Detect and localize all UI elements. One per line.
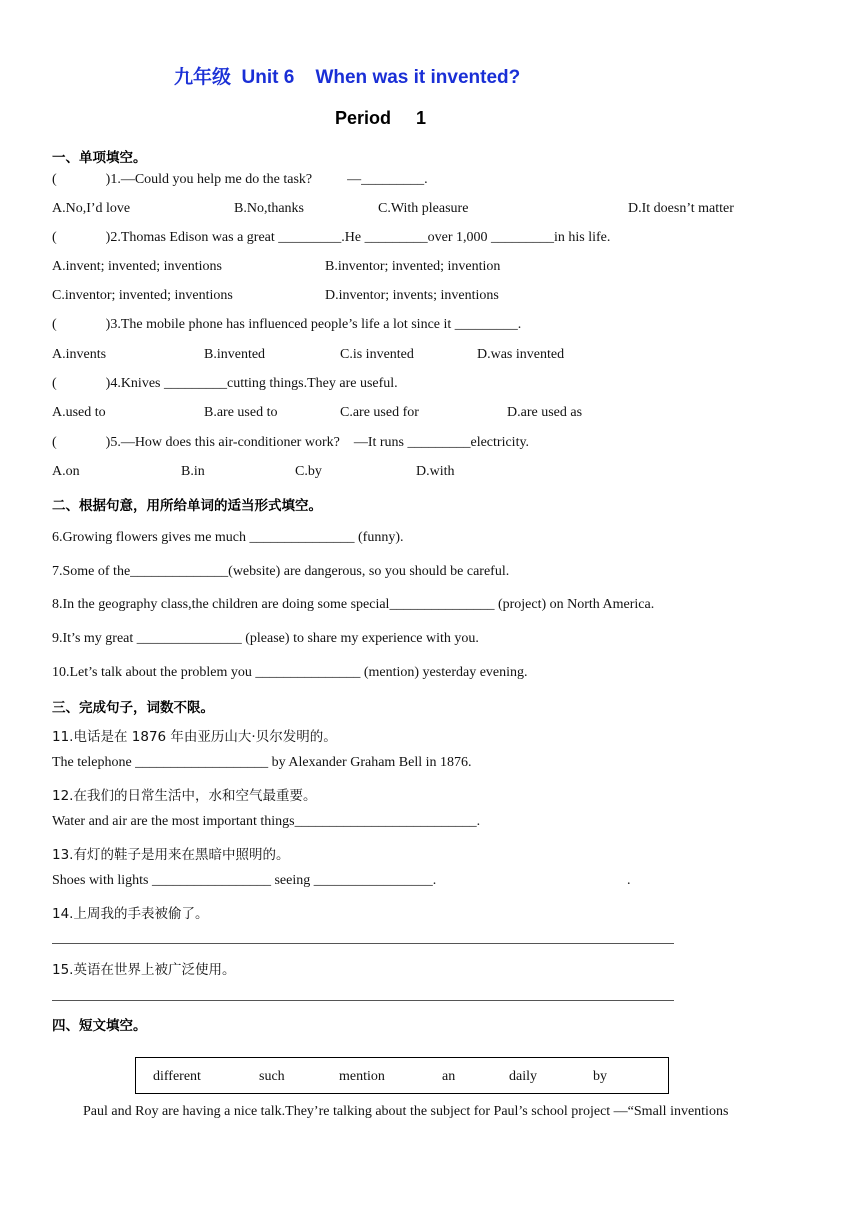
word-bank-item: such [259, 1069, 285, 1084]
q5-option-c: C.by [295, 464, 322, 479]
period-label: Period 1 [335, 108, 427, 128]
q12-english: Water and air are the most important things__________________________. [52, 814, 481, 829]
q4-option-c: C.are used for [340, 405, 419, 420]
worksheet-title: 九年级 Unit 6 When was it invented? [174, 67, 521, 88]
q5-stem: ( )5.—How does this air-conditioner work? —It runs _________electricity. [52, 435, 530, 450]
q3-option-b: B.invented [204, 347, 266, 362]
word-bank-item: an [442, 1069, 456, 1084]
q4-option-b: B.are used to [204, 405, 278, 420]
q14-chinese: 14.上周我的手表被偷了。 [52, 906, 209, 922]
q10-item: 10.Let’s talk about the problem you _______________ (mention) yesterday evening. [52, 665, 528, 680]
section1-heading: 一、单项填空。 [52, 150, 147, 166]
q4-option-d: D.are used as [507, 405, 583, 420]
word-bank-item: mention [339, 1069, 385, 1084]
q11-chinese: 11.电话是在 1876 年由亚历山大·贝尔发明的。 [52, 729, 337, 745]
q13-chinese: 13.有灯的鞋子是用来在黑暗中照明的。 [52, 847, 290, 863]
q9-item: 9.It’s my great _______________ (please) to share my experience with you. [52, 631, 479, 646]
word-bank-box [135, 1057, 669, 1094]
section4-heading: 四、短文填空。 [52, 1018, 147, 1034]
word-bank-item: by [593, 1069, 607, 1084]
section3-heading: 三、完成句子，词数不限。 [52, 700, 214, 716]
q4-option-a: A.used to [52, 405, 106, 420]
q2-option-b: B.inventor; invented; invention [325, 259, 501, 274]
q4-stem: ( )4.Knives _________cutting things.They are useful. [52, 376, 398, 391]
q2-option-a: A.invent; invented; inventions [52, 259, 222, 274]
passage-first-line: Paul and Roy are having a nice talk.They’re talking about the subject for Paul’s school project —“Small inventions [83, 1104, 729, 1119]
q15-answer-line [52, 1000, 674, 1001]
q3-option-c: C.is invented [340, 347, 414, 362]
q1-option-c: C.With pleasure [378, 201, 469, 216]
q7-item: 7.Some of the______________(website) are dangerous, so you should be careful. [52, 564, 510, 579]
q12-chinese: 12.在我们的日常生活中，水和空气最重要。 [52, 788, 317, 804]
q3-option-a: A.invents [52, 347, 107, 362]
q5-option-b: B.in [181, 464, 205, 479]
q13-trailing-dot: . [627, 873, 631, 888]
q1-option-b: B.No,thanks [234, 201, 304, 216]
q3-stem: ( )3.The mobile phone has influenced people’s life a lot since it _________. [52, 317, 522, 332]
q15-chinese: 15.英语在世界上被广泛使用。 [52, 962, 236, 978]
q1-option-a: A.No,I’d love [52, 201, 131, 216]
section2-heading: 二、根据句意，用所给单词的适当形式填空。 [52, 498, 322, 514]
q5-option-a: A.on [52, 464, 80, 479]
q6-item: 6.Growing flowers gives me much _______________ (funny). [52, 530, 404, 545]
q2-option-d: D.inventor; invents; inventions [325, 288, 499, 303]
q13-english: Shoes with lights _________________ seeing _________________. [52, 873, 437, 888]
q1-stem: ( )1.—Could you help me do the task? —_________. [52, 172, 428, 187]
q2-stem: ( )2.Thomas Edison was a great _________.He _________over 1,000 _________in his life. [52, 230, 611, 245]
word-bank-item: different [153, 1069, 201, 1084]
q11-english: The telephone ___________________ by Alexander Graham Bell in 1876. [52, 755, 472, 770]
q8-item: 8.In the geography class,the children are doing some special_______________ (project) on North America. [52, 597, 655, 612]
q2-option-c: C.inventor; invented; inventions [52, 288, 233, 303]
q14-answer-line [52, 943, 674, 944]
q1-option-d: D.It doesn’t matter [628, 201, 734, 216]
q5-option-d: D.with [416, 464, 455, 479]
q3-option-d: D.was invented [477, 347, 565, 362]
word-bank-item: daily [509, 1069, 537, 1084]
